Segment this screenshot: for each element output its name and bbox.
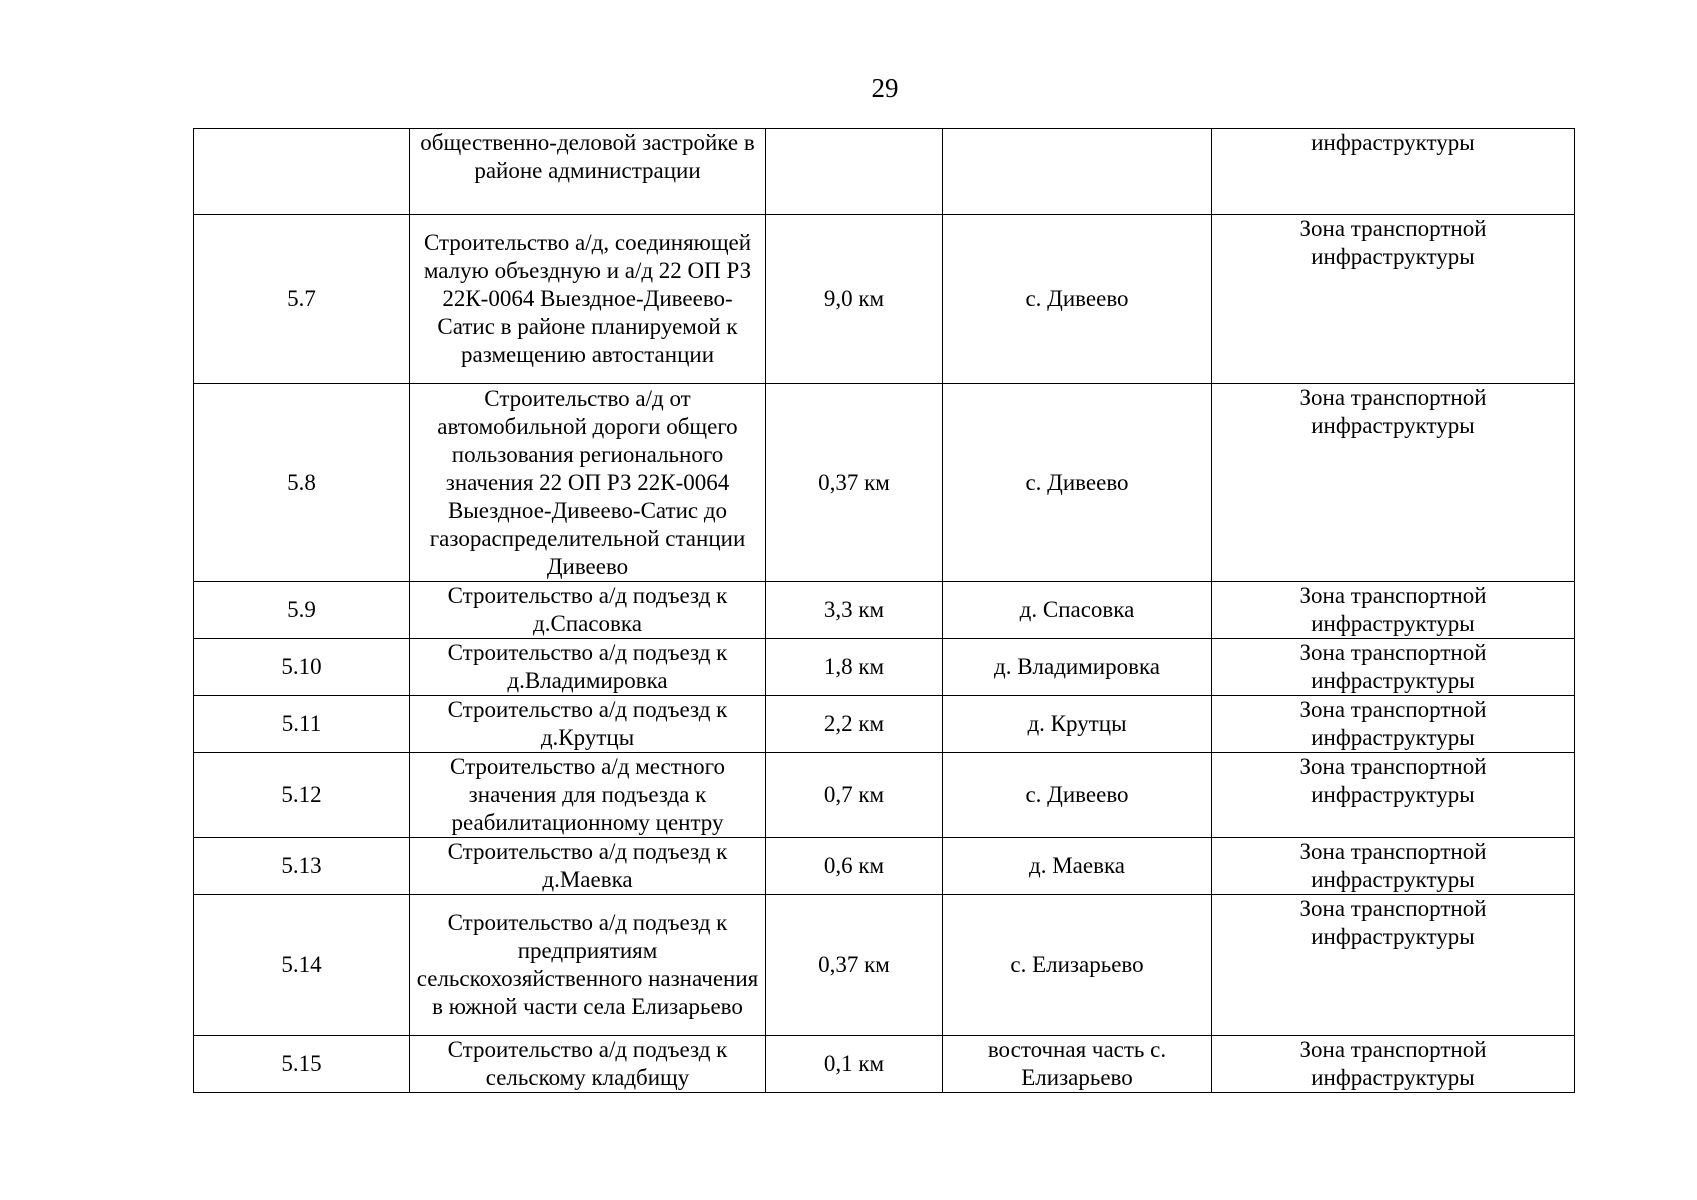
cell-zone: Зона транспортной инфраструктуры (1212, 753, 1575, 838)
table-row (194, 215, 1575, 384)
cell-zone: Зона транспортной инфраструктуры (1212, 838, 1575, 895)
cell-name: Строительство а/д, соединяющей малую объездную и а/д 22 ОП РЗ 22К-0064 Выездное-Дивеево-Сатис в районе планируемой к размещению автостанции (410, 215, 766, 384)
cell-number (194, 129, 410, 215)
cell-place: восточная часть с. Елизарьево (943, 1036, 1212, 1093)
cell-name: Строительство а/д местного значения для подъезда к реабилитационному центру (410, 753, 766, 838)
cell-place: с. Дивеево (943, 753, 1212, 838)
cell-number: 5.15 (194, 1036, 410, 1093)
table-row (194, 639, 1575, 696)
table-row (194, 838, 1575, 895)
cell-number: 5.8 (194, 384, 410, 582)
cell-name: Строительство а/д от автомобильной дороги общего пользования регионального значения 22 ОП РЗ 22К-0064 Выездное-Дивеево-Сатис до газораспределительной станции Дивеево (410, 384, 766, 582)
cell-place: д. Спасовка (943, 582, 1212, 639)
table-row (194, 753, 1575, 838)
cell-length: 2,2 км (766, 696, 943, 753)
cell-place: д. Крутцы (943, 696, 1212, 753)
cell-zone: Зона транспортной инфраструктуры (1212, 696, 1575, 753)
cell-zone: Зона транспортной инфраструктуры (1212, 384, 1575, 582)
table-row (194, 129, 1575, 215)
cell-name: Строительство а/д подъезд к д.Спасовка (410, 582, 766, 639)
cell-place (943, 129, 1212, 215)
cell-length: 9,0 км (766, 215, 943, 384)
cell-zone: инфраструктуры (1212, 129, 1575, 215)
cell-length: 0,6 км (766, 838, 943, 895)
cell-name: Строительство а/д подъезд к д.Владимировка (410, 639, 766, 696)
table-row (194, 384, 1575, 582)
cell-place: д. Владимировка (943, 639, 1212, 696)
cell-length: 0,37 км (766, 895, 943, 1036)
table-row (194, 696, 1575, 753)
cell-place: д. Маевка (943, 838, 1212, 895)
cell-zone: Зона транспортной инфраструктуры (1212, 582, 1575, 639)
table-row (194, 1036, 1575, 1093)
data-table (193, 128, 1575, 1093)
cell-name: Строительство а/д подъезд к сельскому кладбищу (410, 1036, 766, 1093)
cell-length: 0,7 км (766, 753, 943, 838)
table-row (194, 895, 1575, 1036)
cell-number: 5.7 (194, 215, 410, 384)
cell-place: с. Дивеево (943, 215, 1212, 384)
page-number: 29 (871, 73, 899, 103)
cell-number: 5.12 (194, 753, 410, 838)
cell-length: 0,37 км (766, 384, 943, 582)
cell-zone: Зона транспортной инфраструктуры (1212, 639, 1575, 696)
cell-length: 0,1 км (766, 1036, 943, 1093)
cell-name: Строительство а/д подъезд к д.Маевка (410, 838, 766, 895)
cell-length (766, 129, 943, 215)
cell-number: 5.14 (194, 895, 410, 1036)
cell-name: Строительство а/д подъезд к д.Крутцы (410, 696, 766, 753)
cell-zone: Зона транспортной инфраструктуры (1212, 895, 1575, 1036)
cell-number: 5.10 (194, 639, 410, 696)
cell-number: 5.13 (194, 838, 410, 895)
cell-zone: Зона транспортной инфраструктуры (1212, 215, 1575, 384)
cell-length: 3,3 км (766, 582, 943, 639)
cell-number: 5.11 (194, 696, 410, 753)
cell-number: 5.9 (194, 582, 410, 639)
cell-length: 1,8 км (766, 639, 943, 696)
cell-name: общественно-деловой застройке в районе администрации (410, 129, 766, 215)
cell-name: Строительство а/д подъезд к предприятиям сельскохозяйственного назначения в южной части села Елизарьево (410, 895, 766, 1036)
cell-place: с. Елизарьево (943, 895, 1212, 1036)
cell-zone: Зона транспортной инфраструктуры (1212, 1036, 1575, 1093)
cell-place: с. Дивеево (943, 384, 1212, 582)
table-row (194, 582, 1575, 639)
